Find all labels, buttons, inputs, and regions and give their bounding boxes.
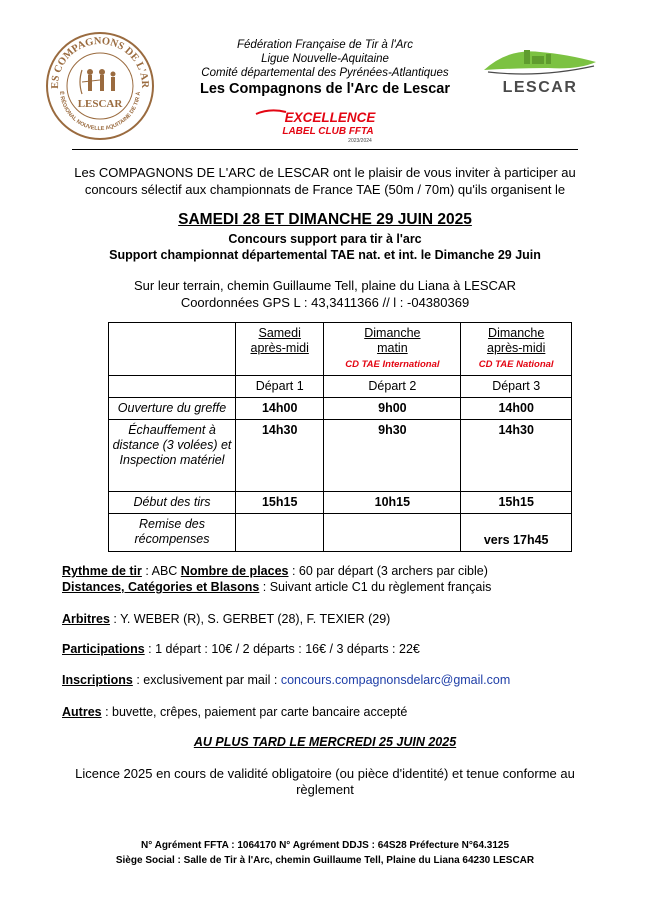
table-header-row — [109, 323, 572, 376]
event-subtitle-champ: Support championnat départemental TAE nat. et int. le Dimanche 29 Juin — [109, 248, 541, 262]
col-header-depart-1: Samedi après-midi — [236, 323, 324, 376]
depart-2-cell: Départ 2 — [324, 376, 461, 398]
header-divider — [72, 149, 578, 150]
info-participations: Participations : 1 départ : 10€ / 2 départs : 16€ / 3 départs : 22€ — [62, 642, 420, 656]
archers-icon — [80, 69, 116, 94]
club-logo-bottom-text: É RÉGIONAL NOUVELLE AQUITAINE DE TIR À — [57, 91, 142, 133]
licence-line-1: Licence 2025 en cours de validité obligatoire (ou pièce d'identité) et tenue conforme au — [75, 766, 575, 781]
header-federation: Fédération Française de Tir à l'Arc — [237, 39, 413, 51]
club-logo — [44, 30, 156, 142]
table-row: Ouverture du greffe 14h00 9h00 14h00 — [109, 398, 572, 420]
depart-3-cell: Départ 3 — [461, 376, 572, 398]
footer-agrement: N° Agrément FFTA : 1064170 N° Agrément DDJS : 64S28 Préfecture N°64.3125 — [140, 840, 510, 851]
table-row: Remise des récompenses vers 17h45 — [109, 514, 572, 552]
event-date: SAMEDI 28 ET DIMANCHE 29 JUIN 2025 — [178, 211, 472, 228]
page-title: Les Compagnons de l'Arc de Lescar — [199, 81, 451, 97]
row-label-recompenses: Remise des récompenses — [109, 514, 236, 552]
table-corner-cell — [109, 323, 236, 376]
info-inscriptions: Inscriptions : exclusivement par mail : concours.compagnonsdelarc@gmail.com — [62, 673, 511, 687]
header-ligue: Ligue Nouvelle-Aquitaine — [261, 53, 389, 65]
note-cd-national: CD TAE National — [478, 359, 554, 370]
table-row-departs — [109, 376, 572, 398]
lescar-logo-text: LESCAR — [502, 79, 578, 96]
intro-line-1: Les COMPAGNONS DE L'ARC de LESCAR ont le plaisir de vous inviter à participer au — [74, 165, 576, 180]
col-header-depart-3: Dimanche après-midi CD TAE National — [461, 323, 572, 376]
schedule-table — [108, 322, 572, 552]
header-comite: Comité départemental des Pyrénées-Atlantiques — [201, 67, 449, 79]
footer-siege: Siège Social : Salle de Tir à l'Arc, chemin Guillaume Tell, Plaine du Liana 64230 LESCAR — [115, 855, 535, 866]
row-label-greffe: Ouverture du greffe — [109, 398, 236, 420]
excellence-text: EXCELLENCE — [284, 110, 376, 125]
event-subtitle-para: Concours support para tir à l'arc — [228, 232, 422, 246]
info-rythme: Rythme de tir : ABC Nombre de places : 60 par départ (3 archers par cible) — [62, 564, 488, 578]
table-row: Début des tirs 15h15 10h15 15h15 — [109, 492, 572, 514]
note-cd-international: CD TAE International — [345, 359, 440, 370]
lescar-town-logo — [478, 44, 602, 96]
row-label-debut-tirs: Début des tirs — [109, 492, 236, 514]
label-club-text: LABEL CLUB FFTA — [282, 126, 374, 137]
label-year-text: 2023/2024 — [348, 138, 372, 144]
deadline: AU PLUS TARD LE MERCREDI 25 JUIN 2025 — [193, 735, 457, 749]
info-distances: Distances, Catégories et Blasons : Suivant article C1 du règlement français — [62, 580, 492, 594]
location-line: Sur leur terrain, chemin Guillaume Tell, plaine du Liana à LESCAR — [133, 278, 516, 293]
email-link[interactable]: concours.compagnonsdelarc@gmail.com — [280, 673, 511, 687]
info-arbitres: Arbitres : Y. WEBER (R), S. GERBET (28), F. TEXIER (29) — [62, 612, 391, 626]
row-label-echauffement: Échauffement à distance (3 volées) et Inspection matériel — [109, 420, 236, 492]
club-logo-top-text: ES COMPAGNONS DE L'AR — [49, 35, 151, 89]
table-row: Échauffement à distance (3 volées) et Inspection matériel 14h30 9h30 14h30 — [109, 420, 572, 492]
club-logo-lescar: LESCAR — [77, 98, 123, 110]
depart-1-cell: Départ 1 — [236, 376, 324, 398]
info-autres: Autres : buvette, crêpes, paiement par carte bancaire accepté — [62, 705, 408, 719]
excellence-badge — [250, 106, 400, 146]
col-header-depart-2: Dimanche matin CD TAE International — [324, 323, 461, 376]
gps-line: Coordonnées GPS L : 43,3411366 // l : -04380369 — [180, 295, 470, 310]
intro-line-2: concours sélectif aux championnats de France TAE (50m / 70m) qu'ils organisent le — [84, 182, 566, 197]
licence-line-2: règlement — [296, 782, 354, 797]
